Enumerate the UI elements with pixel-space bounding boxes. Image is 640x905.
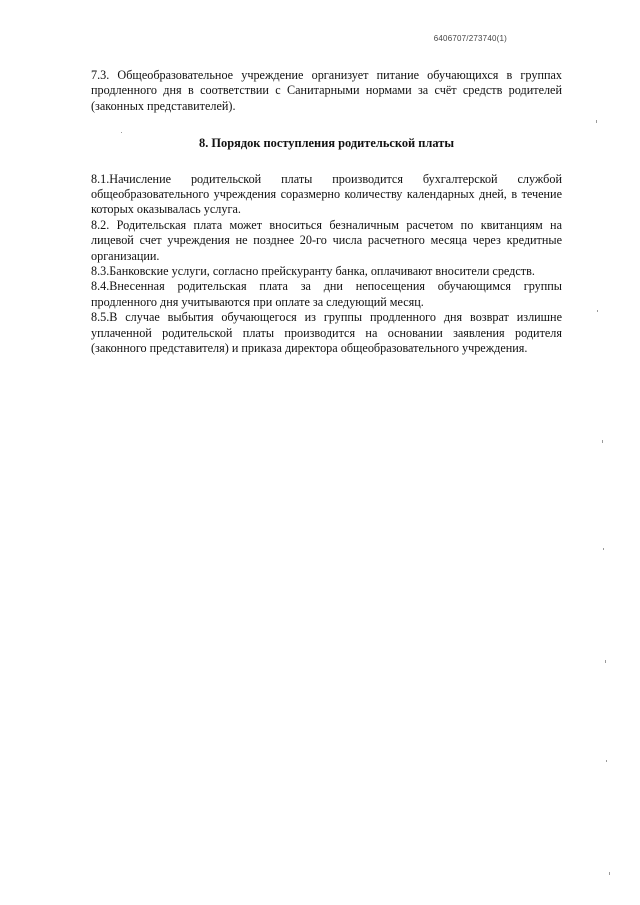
scan-speck <box>609 872 610 875</box>
scan-speck <box>606 760 607 762</box>
scan-speck <box>602 440 603 443</box>
scan-speck <box>596 120 597 123</box>
section-8-item-8-2: 8.2. Родительская плата может вноситься безналичным расчетом по квитанциям на лицевой счет учреждения не позднее 20-го числа расчетного месяца через кредитные организации. <box>91 217 562 263</box>
scan-speck <box>603 548 604 550</box>
paragraph-7-3: 7.3. Общеобразовательное учреждение организует питание обучающихся в группах продленного дня в соответствии с Санитарными нормами за счёт средств родителей (законных представителей). <box>91 68 562 113</box>
scan-speck <box>605 660 606 663</box>
section-8-heading: 8. Порядок поступления родительской платы <box>199 136 454 151</box>
section-8-item-8-4: 8.4.Внесенная родительская плата за дни непосещения обучающимся группы продленного дня учитываются при оплате за следующий месяц. <box>91 279 562 309</box>
section-8-list <box>91 172 562 357</box>
document-code: 6406707/273740(1) <box>433 34 507 43</box>
section-8-item-8-3: 8.3.Банковские услуги, согласно прейскуранту банка, оплачивают вносители средств. <box>91 264 535 279</box>
section-8-item-8-5: 8.5.В случае выбытия обучающегося из группы продленного дня возврат излишне уплаченной родительской платы производится на основании заявления родителя (законного представителя) и приказа директора общеобразовательного учреждения. <box>91 310 562 356</box>
document-body <box>91 68 562 357</box>
scan-speck <box>597 310 598 312</box>
section-8-item-8-1: 8.1.Начисление родительской платы производится бухгалтерской службой общеобразовательного учреждения соразмерно количеству календарных дней, в течение которых оказывалась услуга. <box>91 171 562 217</box>
